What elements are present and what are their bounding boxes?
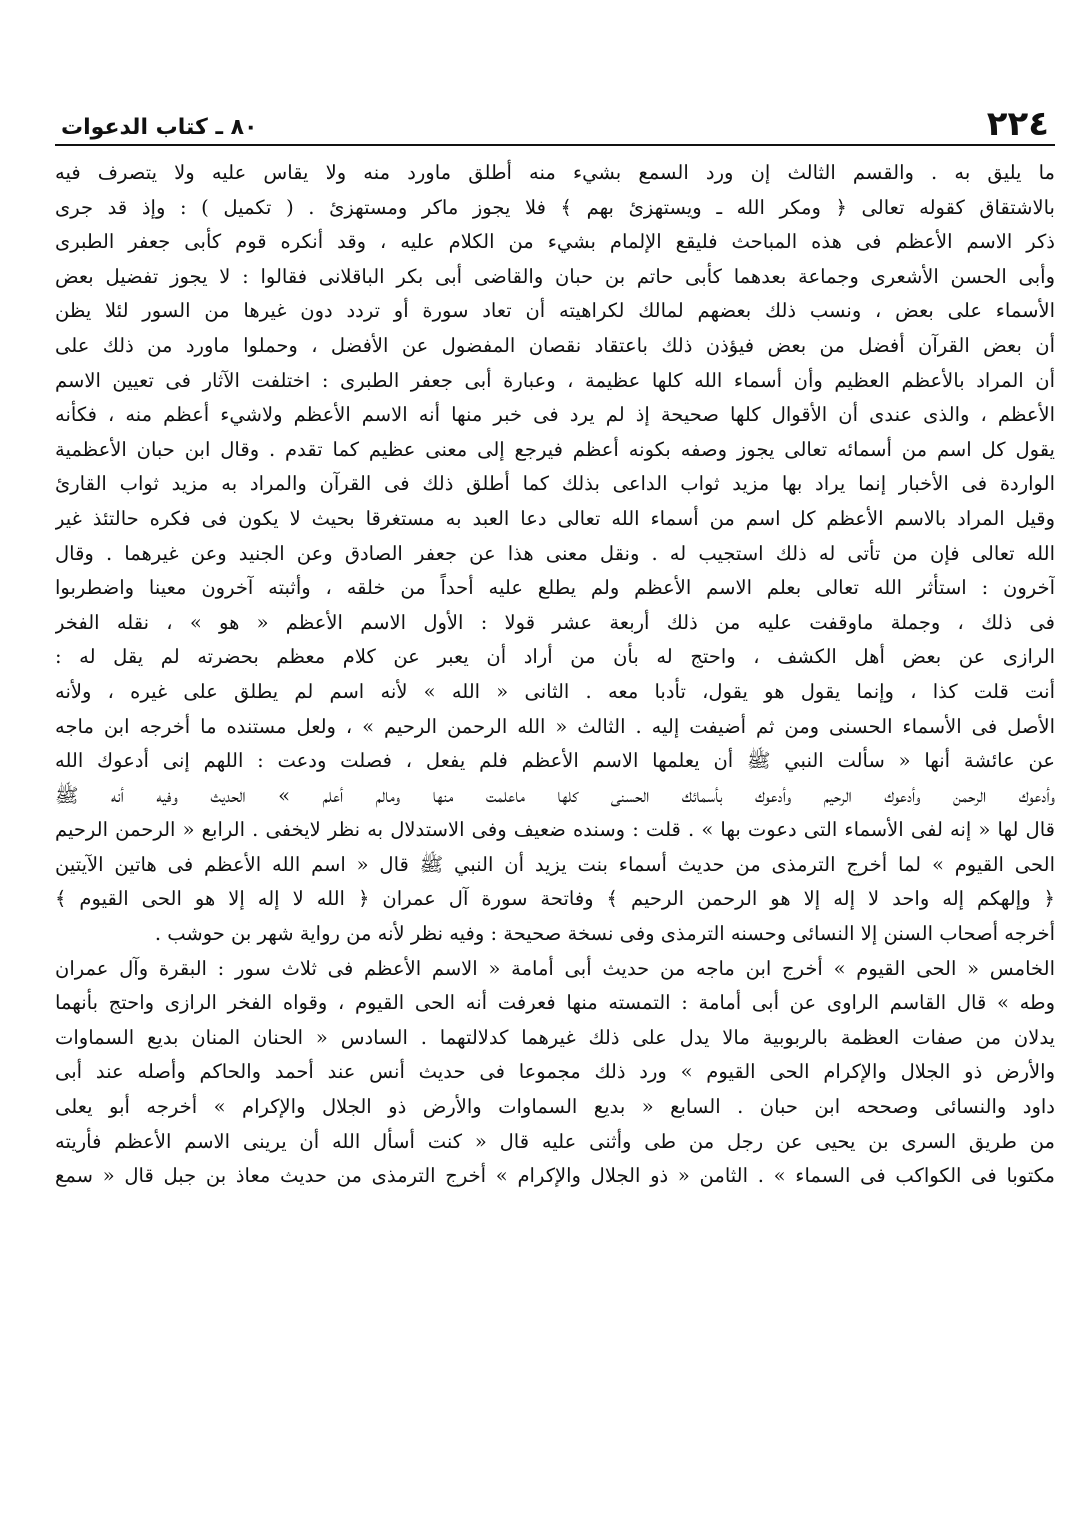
- page-header: [55, 100, 1055, 146]
- text-line: ذكر الاسم الأعظم فى هذه المباحث فليقع الإلمام بشيء من الكلام عليه ، وقد أنكره قوم كأبى جعفر الطبرى: [55, 230, 1055, 254]
- page-number: ٢٢٤: [986, 104, 1049, 144]
- text-line: الخامس « الحى القيوم » أخرج ابن ماجه من حديث أبى أمامة « الاسم الأعظم فى ثلاث سور : البقرة وآل عمران: [55, 956, 1055, 980]
- running-title: ٨٠ ـ كتاب الدعوات: [61, 115, 258, 140]
- text-line: يقول كل اسم من أسمائه تعالى يجوز وصفه بكونه أعظم فيرجع إلى معنى عظيم كما تقدم . وقال ابن حبان الأعظمية: [55, 437, 1055, 461]
- text-line: فى ذلك ، وجملة ماوقفت عليه من ذلك أربعة عشر قولا : الأول الاسم الأعظم « هو » ، نقله الفخر: [55, 610, 1055, 634]
- body-text: [55, 156, 1055, 1194]
- text-line: آخرون : استأثر الله تعالى بعلم الاسم الأعظم ولم يطلع عليه أحداً من خلقه ، وأثبته آخرون معينا واضطربوا: [55, 576, 1055, 600]
- text-line: بالاشتقاق كقوله تعالى ﴿ ومكر الله ـ ويستهزئ بهم ﴾ فلا يجوز ماكر ومستهزئ . ( تكميل ) : وإذ قد جرى: [55, 195, 1055, 219]
- text-line: من طريق السرى بن يحيى عن رجل من طى وأثنى عليه قال « كنت أسأل الله أن يرينى الاسم الأعظم فأريته: [55, 1129, 1055, 1153]
- text-line: الرازى عن بعض أهل الكشف ، واحتج له بأن من أراد أن يعبر عن كلام معظم بحضرته لم يقل له :: [55, 645, 1055, 669]
- text-line: الحى القيوم » لما أخرج الترمذى من حديث أسماء بنت يزيد أن النبي ﷺ قال « اسم الله الأعظم فى هاتين الآيتين: [55, 852, 1055, 876]
- text-line: والأرض ذو الجلال والإكرام الحى القيوم » ورد ذلك مجموعا فى حديث أنس عند أحمد والحاكم وأصله عند أبى: [55, 1060, 1055, 1084]
- text-line: أن بعض القرآن أفضل من بعض فيؤذن ذلك باعتقاد نقصان المفضول عن الأفضل ، وحملوا ماورد من ذلك على: [55, 333, 1055, 357]
- text-line: الأسماء على بعض ، ونسب ذلك بعضهم لمالك لكراهيته أن تعاد سورة أو تردد دون غيرها من السور لئلا يظن: [55, 299, 1055, 323]
- text-line: يدلان من صفات العظمة بالربوبية مالا يدل على ذلك غيرهما كدلالتهما . السادس « الحنان المنان بديع السماوات: [55, 1025, 1055, 1049]
- text-line: عن عائشة أنها « سألت النبي ﷺ أن يعلمها الاسم الأعظم فلم يفعل ، فصلت ودعت : اللهم إنى أدعوك الله: [55, 749, 1055, 773]
- text-line: قال لها « إنه لفى الأسماء التى دعوت بها » . قلت : وسنده ضعيف وفى الاستدلال به نظر لايخفى . الرابع « الرحمن الرحيم: [55, 818, 1055, 842]
- book-page: [55, 100, 1055, 1500]
- text-line: الأصل فى الأسماء الحسنى ومن ثم أضيفت إليه . الثالث « الله الرحمن الرحيم » ، ولعل مستنده ما أخرجه ابن ماجه: [55, 714, 1055, 738]
- text-line: وأدعوك الرحمن وأدعوك الرحيم وأدعوك بأسمائك الحسنى كلها ماعلمت منها ومالم أعلم » الحديث وفيه أنه ﷺ: [55, 783, 1055, 807]
- text-line: ﴿ وإلهكم إله واحد لا إله إلا هو الرحمن الرحيم ﴾ وفاتحة سورة آل عمران ﴿ الله لا إله إلا هو الحى القيوم ﴾: [55, 887, 1055, 911]
- text-line: وأبى الحسن الأشعرى وجماعة بعدهما كأبى حاتم بن حبان والقاضى أبى بكر الباقلانى فقالوا : لا يجوز تفضيل بعض: [55, 264, 1055, 288]
- text-line: وطه » قال القاسم الراوى عن أبى أمامة : التمسته منها فعرفت أنه الحى القيوم ، وقواه الفخر الرازى واحتج بأنهما: [55, 991, 1055, 1015]
- text-line: مكتوبا فى الكواكب فى السماء » . الثامن « ذو الجلال والإكرام » أخرج الترمذى من حديث معاذ بن جبل قال « سمع: [55, 1164, 1055, 1188]
- text-line: داود والنسائى وصححه ابن حبان . السابع « بديع السماوات والأرض ذو الجلال والإكرام » أخرجه أبو يعلى: [55, 1095, 1055, 1119]
- text-line: وقيل المراد بالاسم الأعظم كل اسم من أسماء الله تعالى دعا العبد به مستغرقا بحيث لا يكون فى فكره حالتئذ غير: [55, 506, 1055, 530]
- text-line: أخرجه أصحاب السنن إلا النسائى وحسنه الترمذى وفى نسخة صحيحة : وفيه نظر لأنه من رواية شهر بن حوشب .: [154, 922, 1055, 946]
- text-line: ما يليق به . والقسم الثالث إن ورد السمع بشيء منه أطلق ماورد منه ولا يقاس عليه ولا يتصرف فيه: [55, 161, 1055, 184]
- text-line: أن المراد بالأعظم العظيم وأن أسماء الله كلها عظيمة ، وعبارة أبى جعفر الطبرى : اختلفت الآثار فى تعيين الاسم: [55, 368, 1055, 392]
- text-line: الأعظم ، والذى عندى أن الأقوال كلها صحيحة إذ لم يرد فى خبر منها أنه الاسم الأعظم ولاشيء أعظم منه ، فكأنه: [55, 403, 1055, 427]
- text-line: الواردة فى الأخبار إنما يراد بها مزيد ثواب الداعى بذلك كما أطلق ذلك فى القرآن والمراد به مزيد ثواب القارئ: [55, 472, 1055, 496]
- text-line: الله تعالى فإن من تأتى له ذلك استجيب له . ونقل معنى هذا عن جعفر الصادق وعن الجنيد وعن غيرهما . وقال: [55, 541, 1055, 565]
- text-line: أنت قلت كذا ، وإنما يقول هو يقول، تأدبا معه . الثانى « الله » لأنه اسم لم يطلق على غيره ، ولأنه: [55, 679, 1055, 703]
